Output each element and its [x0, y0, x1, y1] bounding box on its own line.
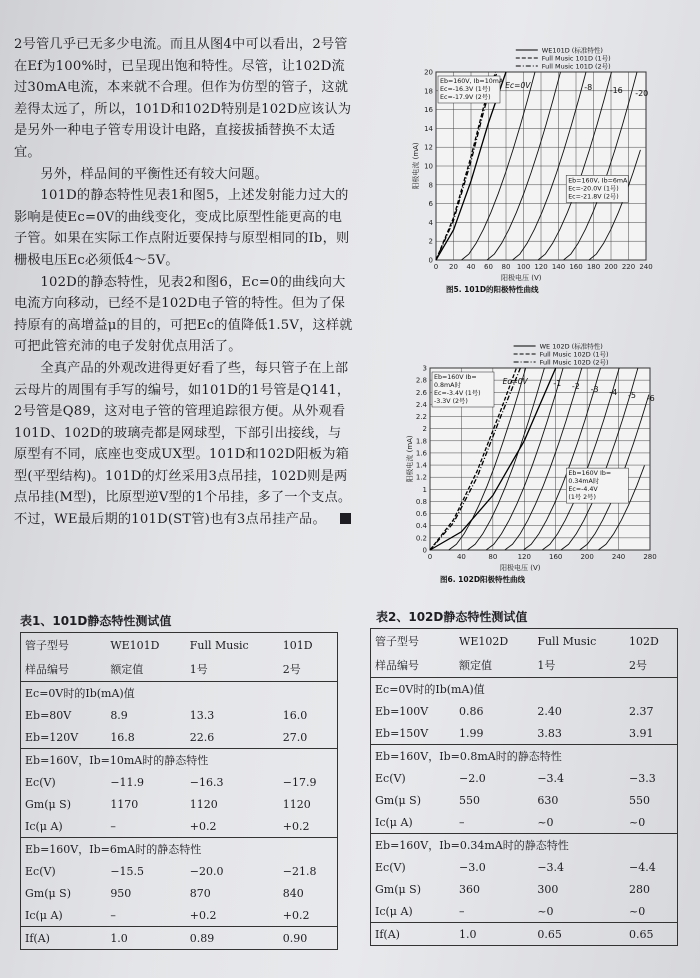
y-tick-label: 18: [424, 87, 433, 96]
section-title: Eb=160V，Ib=6mA时的静态特性: [21, 838, 338, 861]
x-tick-label: 0: [433, 263, 439, 271]
y-tick-label: 0: [428, 256, 433, 265]
table-footer-row: [371, 923, 678, 946]
table-cell: 1120: [189, 797, 218, 811]
paragraph-last: [14, 358, 354, 531]
y-tick-label: 2: [422, 425, 427, 434]
annotation-bottom-line: Ec=-20.0V (1号): [568, 185, 619, 193]
table-header-row: [21, 633, 338, 658]
x-tick-label: 200: [580, 553, 594, 561]
table-cell: +0.2: [282, 819, 310, 833]
y-tick-label: 0.2: [415, 534, 427, 543]
ec0-label: Ec=0V: [505, 81, 531, 90]
table-section-row: [21, 749, 338, 772]
table-cell: 1170: [110, 797, 139, 811]
table-cell: 0.65: [625, 923, 678, 946]
table-cell: −3.3: [628, 771, 656, 785]
y-tick-label: 4: [428, 218, 433, 227]
table-subheader-row: [371, 653, 678, 678]
y-axis-label: 阳极电流 (mA): [406, 435, 414, 483]
curve-label: -3: [590, 385, 599, 394]
annotation-top-line: Ec=-16.3V (1号): [440, 86, 491, 93]
curve-label: -1: [553, 379, 562, 388]
annotation-top-line: Ec=-3.4V (1号): [434, 390, 481, 397]
table-1-title: 表1、101D静态特性测试值: [20, 614, 172, 628]
table-cell: Eb=80V: [25, 708, 72, 722]
table-row: [371, 767, 678, 789]
y-tick-label: 16: [424, 106, 433, 115]
table-cell: 630: [537, 793, 559, 807]
table-cell: 280: [628, 882, 650, 896]
table-cell: 550: [628, 793, 650, 807]
table-row: [21, 815, 338, 838]
table-cell: −17.9: [282, 775, 317, 789]
table-row: [21, 860, 338, 882]
y-tick-label: 20: [424, 68, 433, 77]
y-tick-label: 0.8: [415, 497, 427, 506]
table-cell: –: [110, 908, 116, 922]
y-tick-label: 10: [424, 162, 433, 171]
annotation-bottom-line: Ec=-21.8V (2号): [568, 193, 619, 201]
table-cell: 840: [282, 886, 304, 900]
x-tick-label: 80: [501, 263, 511, 271]
table-cell: 16.8: [110, 730, 135, 744]
y-tick-label: 1.4: [415, 461, 427, 470]
table-cell: 2.37: [628, 704, 654, 718]
annotation-top-line: -3.3V (2号): [434, 398, 468, 405]
legend-entry: Full Music 101D (1号): [541, 54, 611, 63]
table-cell: 1.99: [459, 726, 484, 740]
table-row: [21, 904, 338, 927]
curve-label: -16: [609, 86, 623, 95]
table-cell: 管子型号: [375, 635, 419, 648]
y-tick-label: 0.4: [415, 522, 427, 531]
annotation-bottom-line: Eb=160V Ib=: [568, 470, 612, 478]
section-title: Ec=0V时的Ib(mA)值: [21, 682, 338, 705]
x-tick-label: 240: [639, 263, 653, 271]
table-header-row: [371, 629, 678, 654]
table-subheader-row: [21, 657, 338, 682]
table-cell: 8.9: [110, 708, 128, 722]
curve-label: -5: [628, 391, 636, 400]
table-row: [21, 726, 338, 749]
y-tick-label: 2: [428, 237, 433, 246]
table-cell: 0.65: [533, 923, 625, 946]
table-cell: 1.0: [106, 927, 185, 950]
table-row: [21, 882, 338, 904]
curve-label: -8: [584, 83, 593, 92]
table-row: [21, 771, 338, 793]
table-cell: 1号: [189, 663, 208, 676]
curve-label: -4: [609, 388, 618, 397]
table-cell: 3.91: [628, 726, 654, 740]
annotation-bottom-line: 0.34mA时: [568, 478, 600, 486]
figure-5-chart: [408, 38, 658, 300]
curve-label: -2: [571, 382, 580, 391]
table-2-title: 表2、102D静态特性测试值: [376, 610, 528, 624]
table-cell: Gm(μ S): [375, 882, 421, 896]
figure-caption: 图6. 102D阳极特性曲线: [440, 575, 526, 584]
x-tick-label: 160: [549, 553, 563, 561]
table-cell: Eb=150V: [375, 726, 429, 740]
y-tick-label: 2.6: [415, 388, 427, 397]
x-tick-label: 220: [621, 263, 636, 271]
table-row: [21, 704, 338, 726]
table-cell: Ic(μ A): [375, 815, 413, 829]
table-row: [371, 722, 678, 745]
y-tick-label: 0.6: [415, 510, 427, 519]
table-cell: 13.3: [189, 708, 215, 722]
figure-5-svg: [408, 38, 658, 300]
y-tick-label: 14: [424, 124, 433, 133]
x-tick-label: 20: [449, 263, 458, 271]
x-tick-label: 280: [643, 553, 657, 561]
table-cell: 1120: [282, 797, 311, 811]
y-tick-label: 0: [422, 546, 427, 555]
table-cell: −21.8: [282, 864, 317, 878]
x-tick-label: 240: [611, 553, 626, 561]
table-2: [370, 628, 678, 946]
table-cell: Eb=100V: [375, 704, 429, 718]
table-cell: ~0: [628, 904, 646, 918]
y-tick-label: 2.4: [415, 400, 427, 409]
x-axis-label: 阳极电压 (V): [500, 564, 541, 572]
table-cell: −3.4: [537, 771, 565, 785]
table-cell: WE101D: [110, 638, 160, 652]
table-cell: Ec(V): [375, 860, 406, 874]
table-cell: If(A): [21, 927, 107, 950]
paragraph: 102D的静态特性，见表2和图6，Ec=0的曲线向大电流方向移动，已经不是102D电子管的特性。但为了保持原有的高增益μ的目的，可把Ec的值降低1.5V，这样就可把此管充沛的电子发射优点用活了。: [14, 274, 353, 355]
table-cell: Ic(μ A): [375, 904, 413, 918]
table-cell: +0.2: [189, 819, 217, 833]
table-cell: 16.0: [282, 708, 308, 722]
annotation-top-line: Ec=-17.9V (2号): [440, 94, 491, 101]
section-title: Ec=0V时的Ib(mA)值: [371, 678, 678, 701]
table-section-row: [371, 745, 678, 768]
table-1: [20, 632, 338, 950]
table-cell: ~0: [537, 815, 554, 829]
table-cell: WE102D: [459, 634, 509, 648]
legend-entry: Full Music 101D (2号): [541, 62, 611, 71]
table-cell: Ec(V): [25, 864, 56, 878]
curve-label: -20: [635, 89, 649, 98]
table-cell: Eb=120V: [25, 730, 79, 744]
table-row: [371, 811, 678, 834]
x-tick-label: 140: [551, 263, 566, 271]
y-axis-label: 阳极电流 (mA): [412, 142, 420, 190]
table-cell: 样品编号: [375, 659, 419, 672]
y-tick-label: 1.2: [415, 473, 427, 482]
ec0-label: Ec=0V: [502, 377, 528, 386]
annotation-top-line: 0.8mA时: [434, 382, 461, 389]
table-cell: 2号: [628, 659, 647, 672]
x-axis-label: 阳极电压 (V): [501, 274, 542, 282]
table-cell: 360: [459, 882, 481, 896]
table-cell: −2.0: [459, 771, 486, 785]
table-cell: −3.4: [537, 860, 565, 874]
table-footer-row: [21, 927, 338, 950]
annotation-top-line: Eb=160V Ib=: [434, 374, 477, 381]
x-tick-label: 40: [466, 263, 476, 271]
table-cell: 22.6: [189, 730, 215, 744]
table-cell: 950: [110, 886, 132, 900]
table-cell: −20.0: [189, 864, 224, 878]
curve-label: -6: [646, 394, 655, 403]
table-cell: Ec(V): [375, 771, 406, 785]
annotation-bottom-line: (1号 2号): [568, 494, 596, 502]
table-cell: If(A): [371, 923, 456, 946]
table-section-row: [21, 838, 338, 861]
x-tick-label: 180: [586, 263, 601, 271]
table-cell: −4.4: [628, 860, 656, 874]
x-tick-label: 200: [604, 263, 618, 271]
table-cell: 2.40: [537, 704, 562, 718]
y-tick-label: 12: [424, 143, 433, 152]
paragraph: 101D的静态特性见表1和图5，上述发射能力过大的影响是使Ec=0V的曲线变化，变成比原型性能更高的电子管。如果在实际工作点附近要保持与原型相同的Ib，则栅极电压Ec必须低4～5V。: [14, 188, 350, 268]
table-cell: ~0: [628, 815, 646, 829]
paragraph: 另外，样品间的平衡性还有较大问题。: [40, 166, 268, 182]
table-cell: 样品编号: [25, 663, 69, 676]
x-tick-label: 160: [569, 263, 583, 271]
table-cell: –: [110, 819, 116, 833]
x-tick-label: 100: [516, 263, 531, 271]
x-tick-label: 120: [534, 263, 548, 271]
table-cell: Gm(μ S): [25, 886, 71, 900]
section-title: Eb=160V，Ib=0.34mA时的静态特性: [371, 834, 678, 857]
y-tick-label: 2.2: [415, 413, 427, 422]
table-cell: 0.89: [186, 927, 279, 950]
annotation-top-line: Eb=160V, Ib=10mA: [440, 78, 504, 85]
table-cell: 870: [189, 886, 211, 900]
table-cell: 1号: [537, 659, 556, 672]
annotation-bottom-line: Eb=160V, Ib=6mA: [568, 177, 628, 185]
table-cell: −16.3: [189, 775, 224, 789]
table-row: [371, 878, 678, 900]
figure-caption: 图5. 101D的阳极特性曲线: [446, 285, 539, 294]
table-row: [371, 789, 678, 811]
table-cell: 3.83: [537, 726, 562, 740]
section-title: Eb=160V，Ib=10mA时的静态特性: [21, 749, 338, 772]
table-cell: −3.0: [459, 860, 486, 874]
table-row: [371, 700, 678, 722]
table-section-row: [21, 682, 338, 705]
table-cell: −11.9: [110, 775, 145, 789]
table-cell: Ic(μ A): [25, 908, 63, 922]
table-cell: Full Music: [189, 638, 249, 652]
table-cell: 1.0: [455, 923, 533, 946]
end-mark-icon: [340, 513, 351, 524]
table-cell: 额定值: [459, 659, 493, 672]
legend-entry: Full Music 102D (1号): [539, 350, 609, 359]
table-row: [371, 900, 678, 923]
paragraph-text: 全真产品的外观改进得更好看了些，每只管子在上部云母片的周围有手写的编号，如101D的1号管是Q141，2号管是Q89，这对电子管的管理追踪很方便。从外观看101D、102D的玻璃壳都是网球型，下部引出接线，与原型有不同，底座也变成UX型。101D和102D阳板为箱型(平型结构)。101D的灯丝采用3点吊挂，102D则是两点吊挂(M型)，比原型逆V型的1个吊挂，多了一个支点。不过，WE最后期的101D(ST管)也有3点吊挂产品。: [14, 360, 352, 528]
table-cell: 0.86: [459, 704, 484, 718]
table-cell: Gm(μ S): [25, 797, 71, 811]
y-tick-label: 2.8: [415, 376, 427, 385]
table-cell: +0.2: [282, 908, 310, 922]
section-title: Eb=160V，Ib=0.8mA时的静态特性: [371, 745, 678, 768]
table-cell: 2号: [282, 663, 301, 676]
table-cell: –: [459, 904, 465, 918]
table-cell: 102D: [628, 634, 659, 648]
y-tick-label: 1: [422, 485, 427, 494]
y-tick-label: 3: [422, 364, 427, 373]
y-tick-label: 1.8: [415, 437, 427, 446]
table-cell: 0.90: [279, 927, 338, 950]
legend-entry: Full Music 102D (2号): [539, 358, 609, 367]
annotation-bottom-line: Ec=-4.4V: [568, 486, 598, 494]
x-tick-label: 40: [456, 553, 466, 561]
y-tick-label: 6: [428, 200, 433, 209]
table-cell: 额定值: [110, 663, 144, 676]
table-row: [371, 856, 678, 878]
article-body-text: [14, 34, 354, 531]
table-cell: 27.0: [282, 730, 308, 744]
table-cell: 管子型号: [25, 639, 69, 652]
table-cell: Ec(V): [25, 775, 56, 789]
table-section-row: [371, 678, 678, 701]
x-tick-label: 120: [517, 553, 531, 561]
table-cell: ~0: [537, 904, 554, 918]
figure-6-chart: [402, 338, 664, 590]
table-cell: Gm(μ S): [375, 793, 421, 807]
table-cell: +0.2: [189, 908, 217, 922]
table-row: [21, 793, 338, 815]
y-tick-label: 1.6: [415, 449, 427, 458]
figure-6-svg: [402, 338, 664, 590]
table-section-row: [371, 834, 678, 857]
x-tick-label: 80: [488, 553, 498, 561]
legend-entry: WE 102D (标准特性): [539, 342, 603, 351]
table-cell: 550: [459, 793, 481, 807]
x-tick-label: 0: [427, 553, 433, 561]
y-tick-label: 8: [428, 181, 433, 190]
table-cell: Ic(μ A): [25, 819, 63, 833]
table-cell: Full Music: [537, 634, 597, 648]
table-cell: 300: [537, 882, 559, 896]
table-cell: −15.5: [110, 864, 145, 878]
paragraph: 2号管几乎已无多少电流。而且从图4中可以看出，2号管在Ef为100%时，已呈现出饱和特性。尽管，让102D流过30mA电流，本来就不合理。但作为仿型的管子，这就差得太远了，所以，101D和102D特别是102D应该认为是另外一种电子管专用设计电路，直接拔插替换不太适宜。: [14, 37, 352, 160]
legend-entry: WE101D (标准特性): [541, 46, 603, 55]
table-cell: –: [459, 815, 465, 829]
table-cell: 101D: [282, 638, 313, 652]
x-tick-label: 60: [484, 263, 493, 271]
